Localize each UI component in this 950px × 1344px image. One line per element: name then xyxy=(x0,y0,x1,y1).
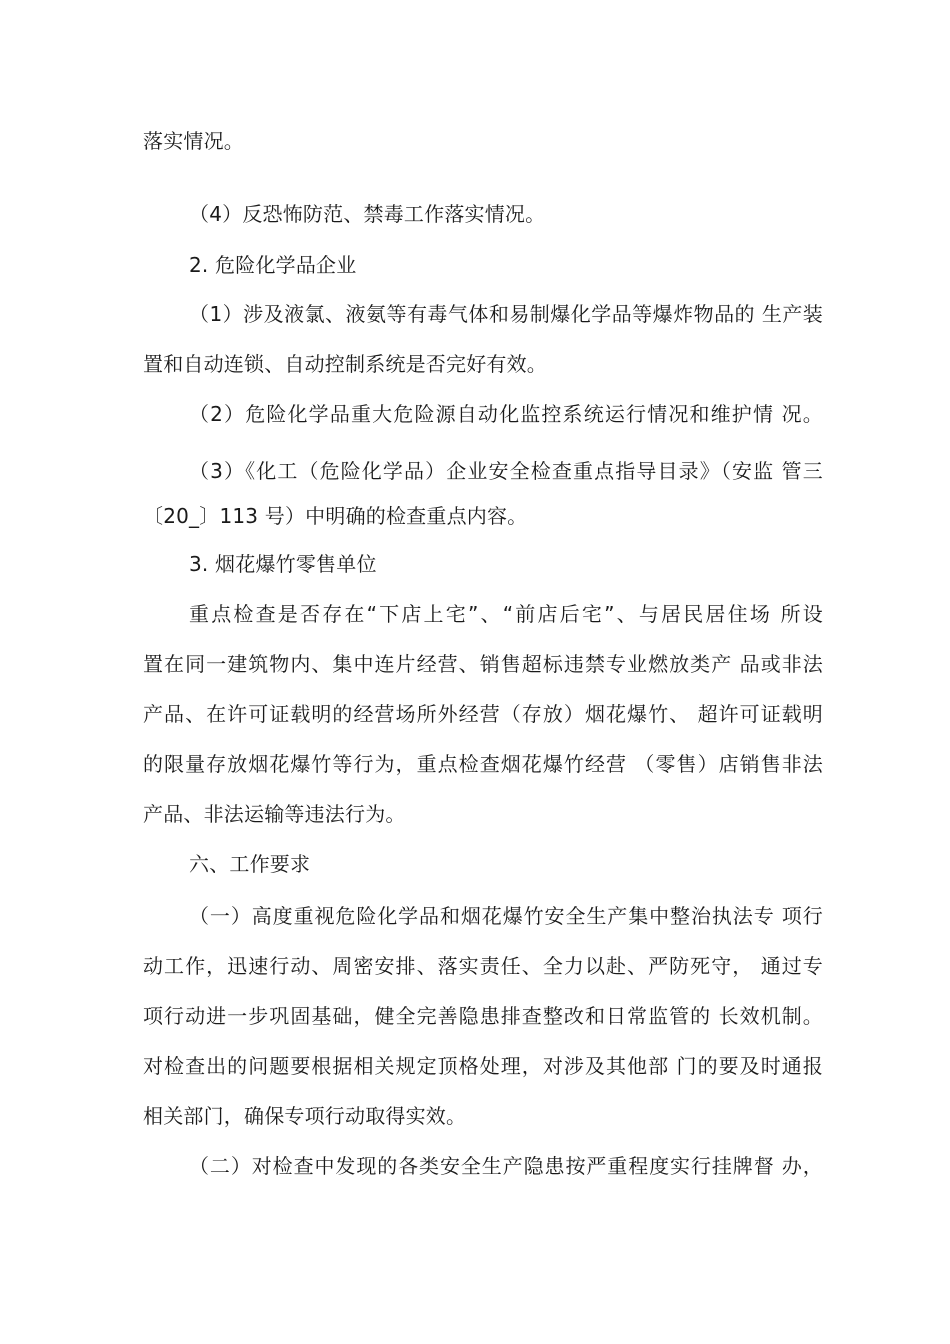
text-line: 项行动进一步巩固基础，健全完善隐患排查整改和日常监管的 长效机制。 xyxy=(143,1004,823,1028)
text-line: 相关部门，确保专项行动取得实效。 xyxy=(143,1104,467,1128)
text-line: （2）危险化学品重大危险源自动化监控系统运行情况和维护情 况。 xyxy=(189,402,823,426)
text-line: （1）涉及液氯、液氨等有毒气体和易制爆化学品等爆炸物品的 生产装 xyxy=(189,302,823,326)
text-line: （二）对检查中发现的各类安全生产隐患按严重程度实行挂牌督 办， xyxy=(189,1154,823,1178)
text-line: 〔20_〕113 号）中明确的检查重点内容。 xyxy=(143,504,528,528)
text-line: 的限量存放烟花爆竹等行为，重点检查烟花爆竹经营 （零售）店销售非法 xyxy=(143,752,823,776)
text-line: （3）《化工（危险化学品）企业安全检查重点指导目录》（安监 管三 xyxy=(189,459,823,483)
text-line: （4）反恐怖防范、禁毒工作落实情况。 xyxy=(189,202,546,226)
text-line: 落实情况。 xyxy=(143,129,244,153)
text-line: 产品、非法运输等违法行为。 xyxy=(143,802,406,826)
text-line: （一）高度重视危险化学品和烟花爆竹安全生产集中整治执法专 项行 xyxy=(189,904,823,928)
text-line: 置和自动连锁、自动控制系统是否完好有效。 xyxy=(143,352,547,376)
section-heading: 2. 危险化学品企业 xyxy=(189,253,357,277)
text-line: 动工作，迅速行动、周密安排、落实责任、全力以赴、严防死守， 通过专 xyxy=(143,954,823,978)
section-heading: 3. 烟花爆竹零售单位 xyxy=(189,552,377,576)
text-line: 重点检查是否存在“下店上宅”、“前店后宅”、与居民居住场 所设 xyxy=(189,602,823,626)
section-heading: 六、工作要求 xyxy=(189,852,311,876)
text-line: 置在同一建筑物内、集中连片经营、销售超标违禁专业燃放类产 品或非法 xyxy=(143,652,823,676)
text-line: 对检查出的问题要根据相关规定顶格处理，对涉及其他部 门的要及时通报 xyxy=(143,1054,823,1078)
text-line: 产品、在许可证载明的经营场所外经营（存放）烟花爆竹、 超许可证载明 xyxy=(143,702,823,726)
